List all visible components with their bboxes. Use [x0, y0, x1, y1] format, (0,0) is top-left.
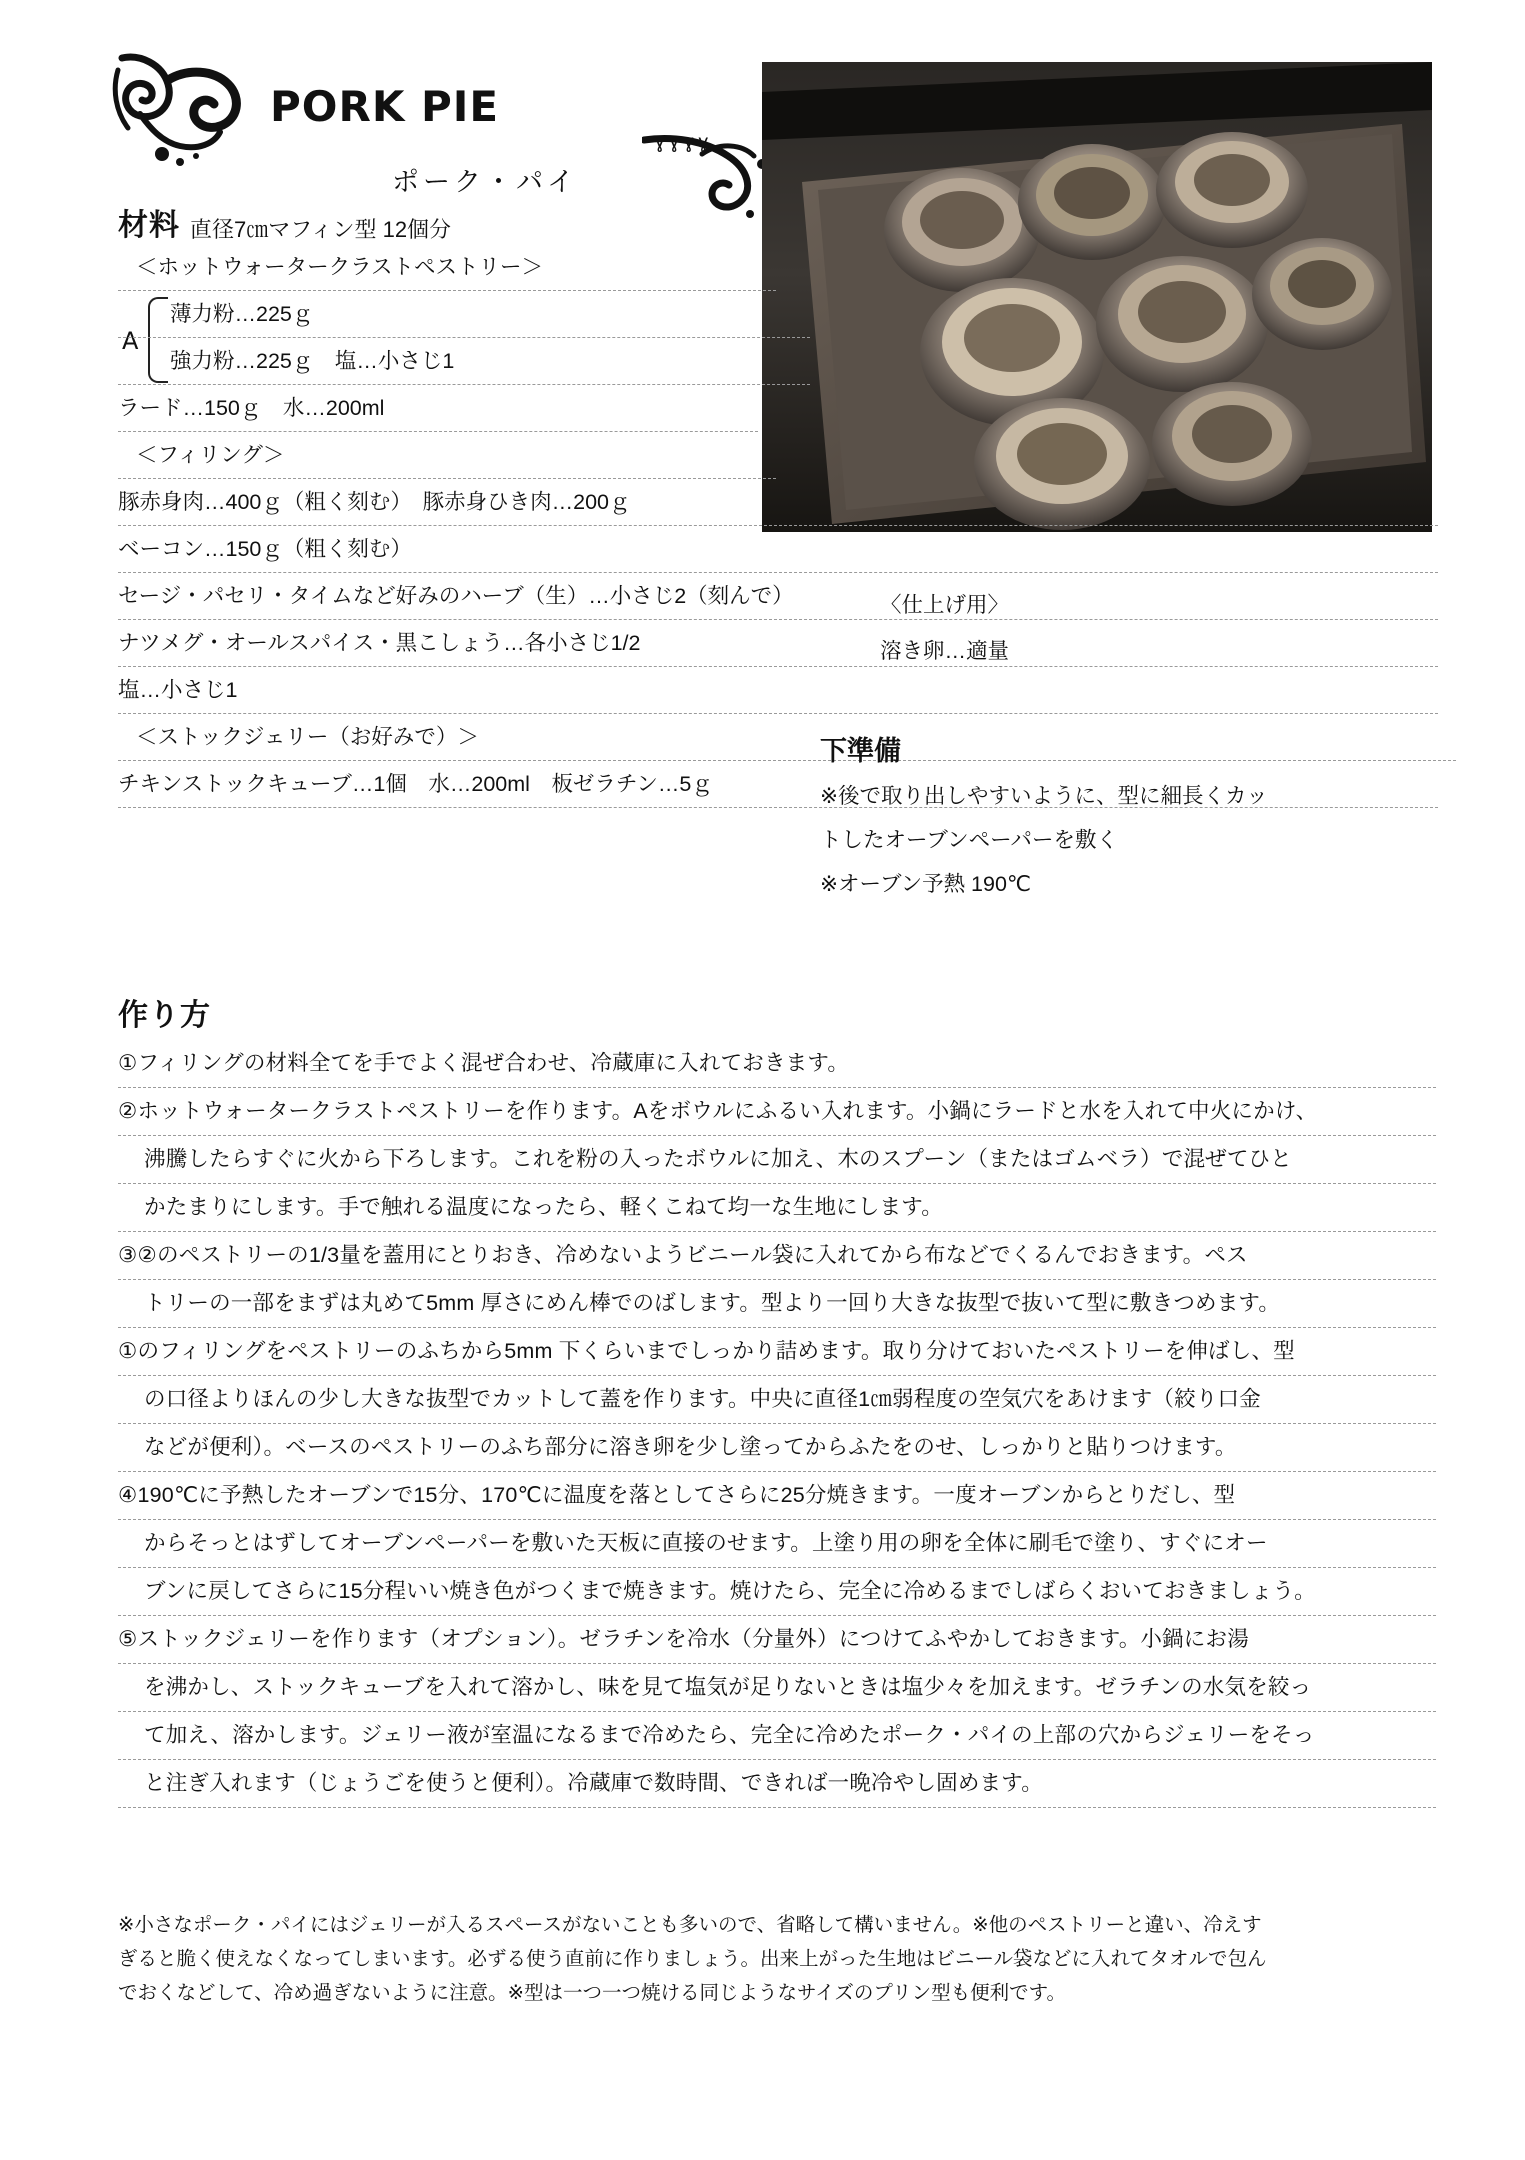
ingredient-row: 塩…小さじ1 [118, 667, 1438, 714]
finish-heading: 〈仕上げ用〉 [880, 593, 1010, 617]
footnote-line: でおくなどして、冷め過ぎないように注意。※型は一つ一つ焼ける同じようなサイズのプリン型も便利です。 [118, 1982, 1067, 2004]
flourish-ornament-icon [110, 50, 280, 190]
page-title-en: PORK PIE [270, 82, 500, 131]
finish-item: 溶き卵…適量 [880, 639, 1010, 663]
group-a-letter: A [122, 327, 139, 355]
method-line: ⑤ストックジェリーを作ります（オプション）。ゼラチンを冷水（分量外）につけてふやかしておきます。小鍋にお湯 [118, 1616, 1436, 1664]
prep-line: ※後で取り出しやすいように、型に細長くカッ [820, 784, 1268, 808]
ingredient-row: ナツメグ・オールスパイス・黒こしょう…各小さじ1/2 [118, 620, 1438, 667]
method-line: などが便利）。ベースのペストリーのふち部分に溶き卵を少し塗ってからふたをのせ、しっかりと貼りつけます。 [118, 1424, 1436, 1472]
method-line: て加え、溶かします。ジェリー液が室温になるまで冷めたら、完全に冷めたポーク・パイの上部の穴からジェリーをそっ [118, 1712, 1436, 1760]
method-section [118, 990, 1436, 1808]
decorative-marks: ɣɣɣɣ [655, 132, 714, 153]
ingredient-row: 薄力粉…225ｇ [118, 291, 810, 338]
finish-block [880, 582, 1480, 674]
prep-line: ※オーブン予熱 190℃ [820, 872, 1032, 896]
ingredient-row: 強力粉…225ｇ 塩…小さじ1 [118, 338, 810, 385]
ingredients-heading [118, 200, 1438, 244]
pastry-heading: ＜ホットウォータークラストペストリー＞ [118, 244, 776, 291]
ingredient-row: ラード…150ｇ 水…200ml [118, 385, 758, 432]
method-line: を沸かし、ストックキューブを入れて溶かし、味を見て塩気が足りないときは塩少々を加えます。ゼラチンの水気を絞っ [118, 1664, 1436, 1712]
ingredient-row: 豚赤身肉…400ｇ（粗く刻む） 豚赤身ひき肉…200ｇ [118, 479, 1438, 526]
group-a-block [118, 291, 758, 385]
method-line: ③②のペストリーの1/3量を蓋用にとりおき、冷めないようビニール袋に入れてから布などでくるんでおきます。ペス [118, 1232, 1436, 1280]
ingredient-row: ベーコン…150ｇ（粗く刻む） [118, 526, 1438, 573]
footnote-line: ぎると脆く使えなくなってしまいます。必ずる使う直前に作りましょう。出来上がった生地はビニール袋などに入れてタオルで包ん [118, 1948, 1267, 1970]
method-line: と注ぎ入れます（じょうごを使うと便利）。冷蔵庫で数時間、できれば一晩冷やし固めます。 [118, 1760, 1436, 1808]
stock-jelly-heading: ＜ストックジェリー（お好みで）＞ [118, 714, 1456, 761]
footnotes [118, 1908, 1448, 2010]
method-line: の口径よりほんの少し大きな抜型でカットして蓋を作ります。中央に直径1㎝弱程度の空気穴をあけます（絞り口金 [118, 1376, 1436, 1424]
prep-block [820, 728, 1480, 906]
method-line: ②ホットウォータークラストペストリーを作ります。Aをボウルにふるい入れます。小鍋にラードと水を入れて中火にかけ、 [118, 1088, 1436, 1136]
prep-line: トしたオーブンペーパーを敷く [820, 828, 1118, 852]
page-title-jp: ポーク・パイ [392, 167, 578, 198]
method-line: ブンに戻してさらに15分程いい焼き色がつくまで焼きます。焼けたら、完全に冷めるまでしばらくおいておきましょう。 [118, 1568, 1436, 1616]
footnote-line: ※小さなポーク・パイにはジェリーが入るスペースがないことも多いので、省略して構いません。※他のペストリーと違い、冷えす [118, 1914, 1262, 1936]
prep-title: 下準備 [820, 736, 901, 766]
method-line: かたまりにします。手で触れる温度になったら、軽くこねて均一な生地にします。 [118, 1184, 1436, 1232]
recipe-header [110, 40, 750, 210]
method-line: ④190℃に予熱したオーブンで15分、170℃に温度を落としてさらに25分焼きます。一度オーブンからとりだし、型 [118, 1472, 1436, 1520]
ingredient-row: セージ・パセリ・タイムなど好みのハーブ（生）…小さじ2（刻んで） [118, 573, 1438, 620]
ingredients-section [118, 200, 1438, 808]
filling-heading: ＜フィリング＞ [118, 432, 776, 479]
method-title: 作り方 [118, 999, 211, 1032]
method-line: からそっとはずしてオーブンペーパーを敷いた天板に直接のせます。上塗り用の卵を全体に刷毛で塗り、すぐにオー [118, 1520, 1436, 1568]
method-line: ①フィリングの材料全てを手でよく混ぜ合わせ、冷蔵庫に入れておきます。 [118, 1040, 1436, 1088]
ingredient-row: チキンストックキューブ…1個 水…200ml 板ゼラチン…5ｇ [118, 761, 1438, 808]
method-line: 沸騰したらすぐに火から下ろします。これを粉の入ったボウルに加え、木のスプーン（またはゴムベラ）で混ぜてひと [118, 1136, 1436, 1184]
method-line: ①のフィリングをペストリーのふちから5mm 下くらいまでしっかり詰めます。取り分けておいたペストリーを伸ばし、型 [118, 1328, 1436, 1376]
method-line: トリーの一部をまずは丸めて5mm 厚さにめん棒でのばします。型より一回り大きな抜型で抜いて型に敷きつめます。 [118, 1280, 1436, 1328]
ingredients-title: 材料 [118, 209, 180, 242]
ingredients-subtitle: 直径7㎝マフィン型 12個分 [190, 217, 452, 242]
